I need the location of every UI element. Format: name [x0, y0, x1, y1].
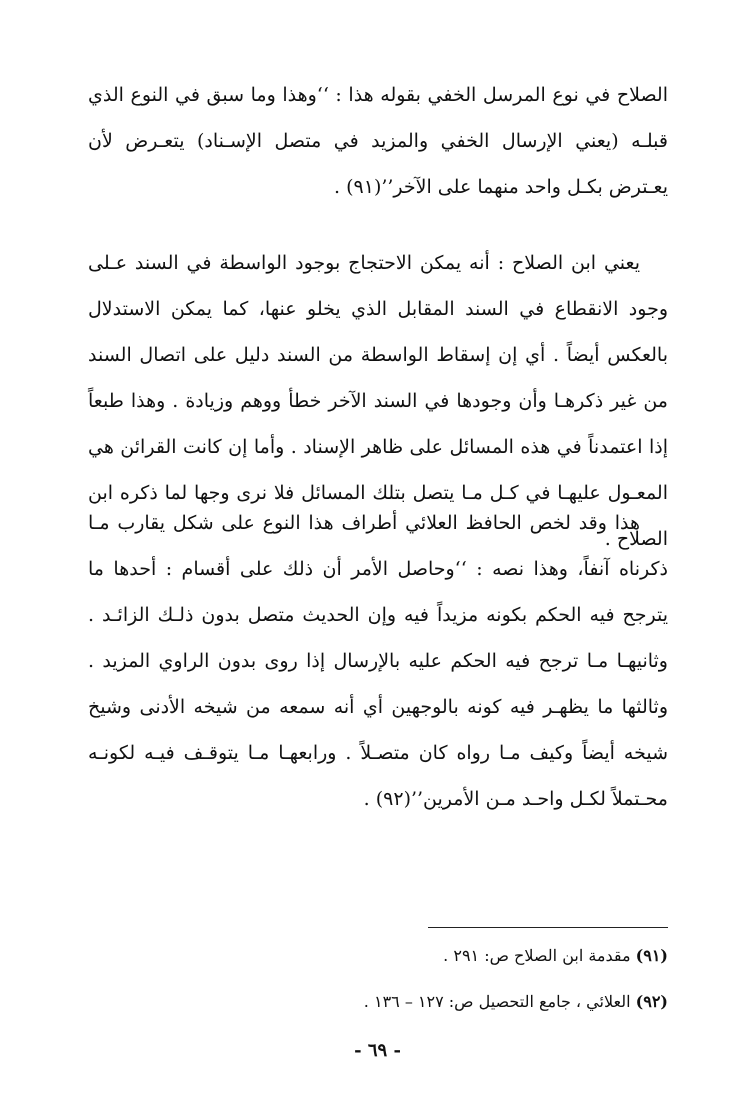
- footnote-number: (٩١): [635, 946, 668, 965]
- footnote-divider: [428, 927, 668, 928]
- footnote-text: العلائي ، جامع التحصيل ص: ١٢٧ – ١٣٦ .: [363, 992, 631, 1011]
- footnote-91: [88, 944, 668, 968]
- footnote-text: مقدمة ابن الصلاح ص: ٢٩١ .: [443, 946, 631, 965]
- page-number: - ٦٩ -: [354, 1040, 401, 1061]
- footnote-number: (٩٢): [635, 992, 668, 1011]
- footnote-92: [88, 990, 668, 1014]
- body-paragraph-3: هذا وقد لخص الحافظ العلائي أطراف هذا النوع على شكل يقارب مـا ذكرناه آنفاً، وهذا نصه : ‘‘وحاصل الأمر أن ذلك على أقسام : أحدها ما يترجح فيه الحكم بكونه مزيداً فيه وإن الحديث متصل بدون ذلـك الزائـد . وثانيهـا مـا ترجح فيه الحكم عليه بالإرسال إذا روى بدون الراوي المزيد . وثالثها ما يظهـر فيه كونه بالوجهين أي أنه سمعه من شيخه الأدنى وشيخ شيخه أيضاً وكيف مـا رواه كان متصـلاً . ورابعهـا مـا يتوقـف فيـه لكونـه محـتملاً لكـل واحـد مـن الأمرين’’(٩٢) .: [88, 512, 668, 810]
- body-paragraph-1: الصلاح في نوع المرسل الخفي بقوله هذا : ‘‘وهذا وما سبق في النوع الذي قبلـه (يعني الإرسال الخفي والمزيد في متصل الإسـناد) يتعـرض لأن يعـترض بكـل واحد منهما على الآخر’’(٩١) .: [88, 84, 668, 198]
- body-paragraph-2: يعني ابن الصلاح : أنه يمكن الاحتجاج بوجود الواسطة في السند عـلى وجود الانقطاع في السند المقابل الذي يخلو عنها، كما يمكن الاستدلال بالعكس أيضاً . أي إن إسقاط الواسطة من السند دليل على اتصال السند من غير ذكرهـا وأن وجودها في السند الآخر خطأ ووهم وزيادة . وهذا طبعاً إذا اعتمدناً في هذه المسائل على ظاهر الإسناد . وأما إن كانت القرائن هي المعـول عليهـا في كـل مـا يتصل بتلك المسائل فلا نرى وجها لما ذكره ابن الصلاح .: [88, 252, 668, 550]
